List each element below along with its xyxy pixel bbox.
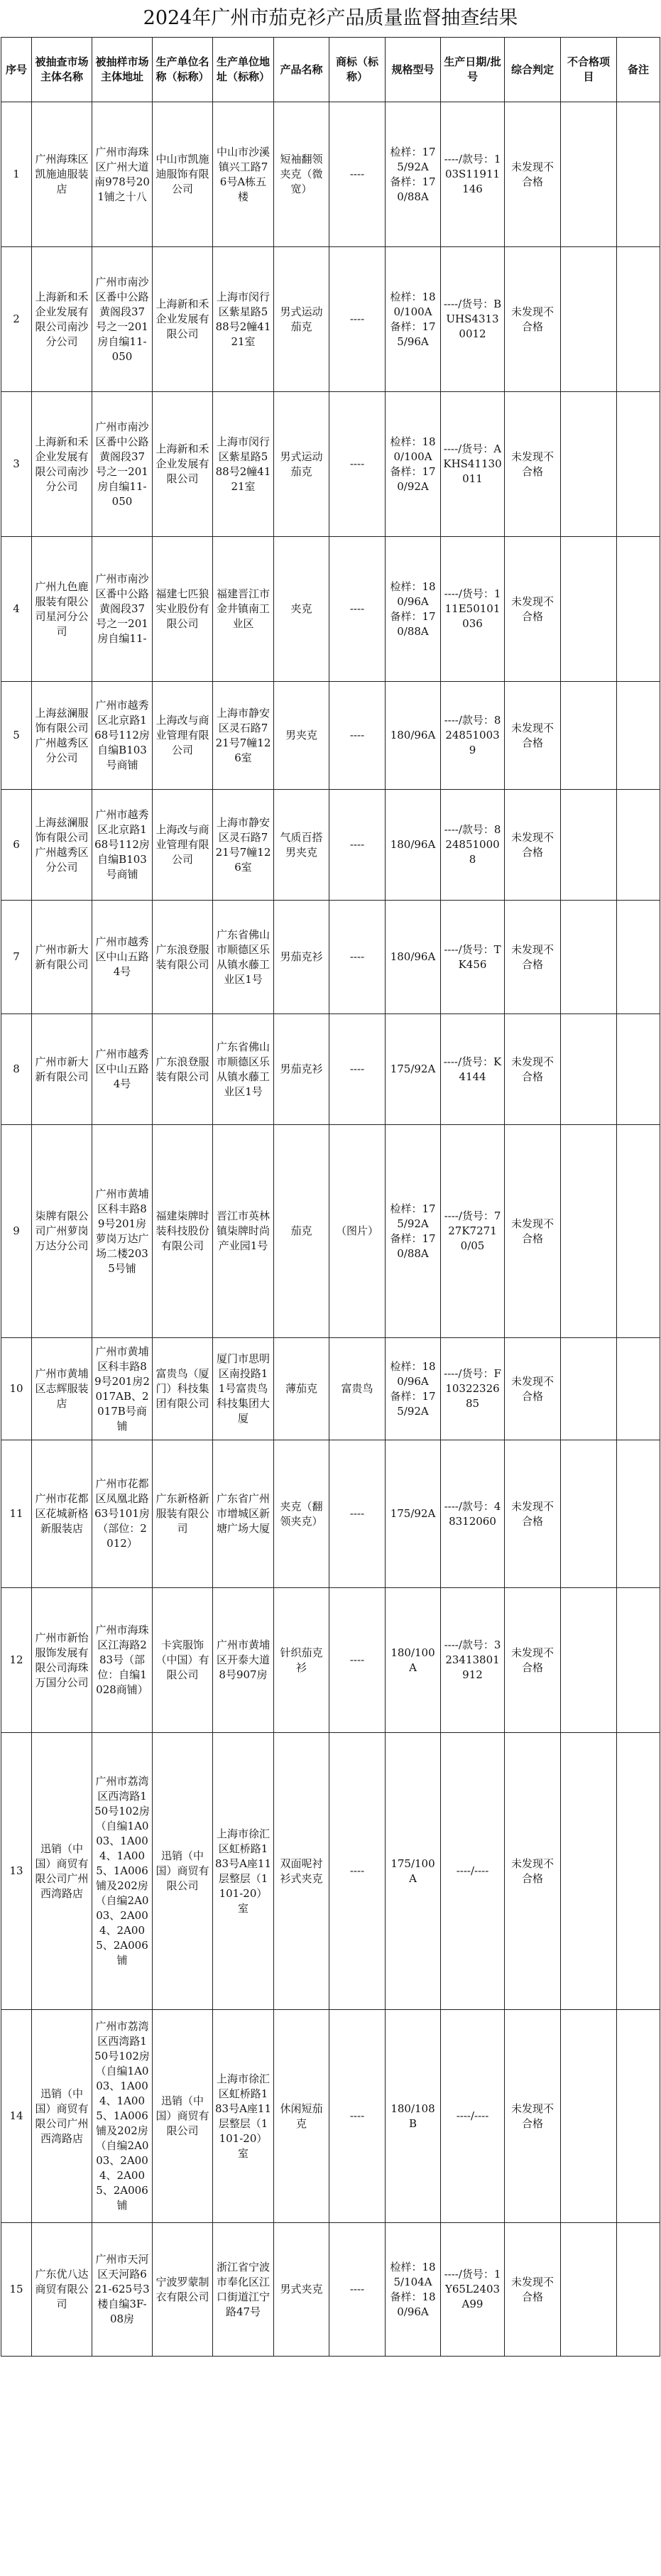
spec-cell: 180/96A	[386, 790, 441, 901]
spec-cell: 检样：180/100A 备样：170/92A	[386, 392, 441, 537]
product-name-cell: 针织茄克衫	[274, 1588, 329, 1733]
header-index: 序号	[1, 38, 32, 102]
manufacturer-address-cell: 上海市静安区灵石路721号7幢126室	[213, 790, 274, 901]
batch-cell: ----/货号：K4144	[441, 1014, 505, 1125]
inspected-entity-cell: 广州市花都区花城新格新服装店	[32, 1440, 92, 1588]
manufacturer-address-cell: 广州市黄埔区开泰大道8号907房	[213, 1588, 274, 1733]
table-row	[1, 682, 660, 790]
remarks-cell	[617, 682, 660, 790]
trademark-cell: ----	[329, 392, 386, 537]
manufacturer-cell: 中山市凯施迪服饰有限公司	[153, 102, 213, 247]
product-name-cell: 休闲短茄克	[274, 2010, 329, 2223]
manufacturer-address-cell: 上海市闵行区紫星路588号2幢4121室	[213, 392, 274, 537]
manufacturer-cell: 富贵鸟（厦门）科技集团有限公司	[153, 1338, 213, 1440]
table-row	[1, 537, 660, 682]
spec-cell: 检样：180/100A 备样：175/96A	[386, 247, 441, 392]
failed-items-cell	[561, 1440, 617, 1588]
verdict-cell: 未发现不合格	[505, 1440, 561, 1588]
batch-cell: ----/----	[441, 2010, 505, 2223]
manufacturer-address-cell: 上海市静安区灵石路721号7幢126室	[213, 682, 274, 790]
manufacturer-cell: 卡宾服饰（中国）有限公司	[153, 1588, 213, 1733]
inspected-entity-cell: 上海兹澜服饰有限公司广州越秀区分公司	[32, 682, 92, 790]
failed-items-cell	[561, 1733, 617, 2010]
failed-items-cell	[561, 682, 617, 790]
inspected-entity-cell: 迅销（中国）商贸有限公司广州西湾路店	[32, 2010, 92, 2223]
table-body	[1, 102, 660, 2357]
spec-cell: 180/96A	[386, 901, 441, 1014]
trademark-cell: ----	[329, 1733, 386, 2010]
trademark-cell: ----	[329, 1588, 386, 1733]
row-index-cell: 15	[1, 2223, 32, 2357]
failed-items-cell	[561, 1125, 617, 1338]
row-index-cell: 13	[1, 1733, 32, 2010]
remarks-cell	[617, 247, 660, 392]
row-index-cell: 8	[1, 1014, 32, 1125]
header-remarks: 备注	[617, 38, 660, 102]
entity-address-cell: 广州市越秀区中山五路4号	[92, 1014, 153, 1125]
manufacturer-address-cell: 广东省广州市增城区新塘广场大厦	[213, 1440, 274, 1588]
inspected-entity-cell: 广州市黄埔区志辉服装店	[32, 1338, 92, 1440]
table-row	[1, 1733, 660, 2010]
remarks-cell	[617, 790, 660, 901]
batch-cell: ----/款号：323413801912	[441, 1588, 505, 1733]
entity-address-cell: 广州市荔湾区西湾路150号102房（自编1A003、1A004、1A005、1A006铺及202房（自编2A003、2A004、2A005、2A006铺	[92, 1733, 153, 2010]
header-entity-address: 被抽样市场主体地址	[92, 38, 153, 102]
product-name-cell: 夹克	[274, 537, 329, 682]
entity-address-cell: 广州市花都区凤凰北路63号101房（部位：2012）	[92, 1440, 153, 1588]
verdict-cell: 未发现不合格	[505, 1588, 561, 1733]
row-index-cell: 2	[1, 247, 32, 392]
remarks-cell	[617, 537, 660, 682]
spec-cell: 检样：175/92A 备样：170/88A	[386, 102, 441, 247]
trademark-cell: ----	[329, 901, 386, 1014]
remarks-cell	[617, 1733, 660, 2010]
spec-cell: 检样：180/96A 备样：175/92A	[386, 1338, 441, 1440]
table-row	[1, 2010, 660, 2223]
inspected-entity-cell: 广东优八达商贸有限公司	[32, 2223, 92, 2357]
remarks-cell	[617, 1440, 660, 1588]
row-index-cell: 7	[1, 901, 32, 1014]
batch-cell: ----/款号：103S11911146	[441, 102, 505, 247]
batch-cell: ----/货号：727K72710/05	[441, 1125, 505, 1338]
verdict-cell: 未发现不合格	[505, 1733, 561, 2010]
trademark-cell: ----	[329, 2223, 386, 2357]
manufacturer-cell: 广东浪登服装有限公司	[153, 1014, 213, 1125]
verdict-cell: 未发现不合格	[505, 790, 561, 901]
inspected-entity-cell: 柒牌有限公司广州萝岗万达分公司	[32, 1125, 92, 1338]
spec-cell: 检样：185/104A 备样：180/96A	[386, 2223, 441, 2357]
trademark-cell: ----	[329, 1014, 386, 1125]
remarks-cell	[617, 1014, 660, 1125]
entity-address-cell: 广州市越秀区北京路168号112房自编B103号商铺	[92, 682, 153, 790]
trademark-cell: ----	[329, 1440, 386, 1588]
trademark-cell: ----	[329, 102, 386, 247]
table-row	[1, 790, 660, 901]
verdict-cell: 未发现不合格	[505, 2223, 561, 2357]
manufacturer-address-cell: 晋江市英林镇柒牌时尚产业园1号	[213, 1125, 274, 1338]
header-batch: 生产日期/批号	[441, 38, 505, 102]
spec-cell: 180/100A	[386, 1588, 441, 1733]
row-index-cell: 11	[1, 1440, 32, 1588]
table-row	[1, 1014, 660, 1125]
failed-items-cell	[561, 901, 617, 1014]
row-index-cell: 14	[1, 2010, 32, 2223]
inspected-entity-cell: 广州海珠区凯施迪服装店	[32, 102, 92, 247]
manufacturer-cell: 上海改与商业管理有限公司	[153, 790, 213, 901]
remarks-cell	[617, 392, 660, 537]
manufacturer-cell: 广东浪登服装有限公司	[153, 901, 213, 1014]
entity-address-cell: 广州市越秀区北京路168号112房自编B103号商铺	[92, 790, 153, 901]
entity-address-cell: 广州市南沙区番中公路黄阁段37号之一201房自编11-050	[92, 392, 153, 537]
batch-cell: ----/货号：BUHS43130012	[441, 247, 505, 392]
remarks-cell	[617, 2223, 660, 2357]
product-name-cell: 男茄克衫	[274, 901, 329, 1014]
table-row	[1, 1125, 660, 1338]
header-product-name: 产品名称	[274, 38, 329, 102]
verdict-cell: 未发现不合格	[505, 102, 561, 247]
header-manufacturer: 生产单位名称（标称）	[153, 38, 213, 102]
manufacturer-cell: 迅销（中国）商贸有限公司	[153, 1733, 213, 2010]
manufacturer-address-cell: 浙江省宁波市奉化区江口街道江宁路47号	[213, 2223, 274, 2357]
verdict-cell: 未发现不合格	[505, 901, 561, 1014]
inspected-entity-cell: 广州市新怡服饰发展有限公司海珠万国分公司	[32, 1588, 92, 1733]
remarks-cell	[617, 1588, 660, 1733]
entity-address-cell: 广州市海珠区广州大道南978号201铺之十八	[92, 102, 153, 247]
batch-cell: ----/款号：48312060	[441, 1440, 505, 1588]
remarks-cell	[617, 2010, 660, 2223]
row-index-cell: 1	[1, 102, 32, 247]
manufacturer-cell: 福建柒牌时装科技股份有限公司	[153, 1125, 213, 1338]
entity-address-cell: 广州市海珠区江海路283号（部位：自编1028商铺）	[92, 1588, 153, 1733]
header-manufacturer-address: 生产单位地址（标称）	[213, 38, 274, 102]
verdict-cell: 未发现不合格	[505, 247, 561, 392]
manufacturer-address-cell: 厦门市思明区南投路11号富贵鸟科技集团大厦	[213, 1338, 274, 1440]
entity-address-cell: 广州市荔湾区西湾路150号102房（自编1A003、1A004、1A005、1A006铺及202房（自编2A003、2A004、2A005、2A006铺	[92, 2010, 153, 2223]
remarks-cell	[617, 102, 660, 247]
spec-cell: 175/92A	[386, 1440, 441, 1588]
spec-cell: 检样：175/92A 备样：170/88A	[386, 1125, 441, 1338]
batch-cell: ----/货号：111E50101036	[441, 537, 505, 682]
table-row	[1, 392, 660, 537]
failed-items-cell	[561, 2010, 617, 2223]
row-index-cell: 5	[1, 682, 32, 790]
manufacturer-cell: 宁波罗蒙制衣有限公司	[153, 2223, 213, 2357]
product-name-cell: 双面呢衬衫式夹克	[274, 1733, 329, 2010]
product-name-cell: 气质百搭男夹克	[274, 790, 329, 901]
table-row	[1, 1338, 660, 1440]
product-name-cell: 夹克（翻领夹克）	[274, 1440, 329, 1588]
header-failed-items: 不合格项目	[561, 38, 617, 102]
batch-cell: ----/货号：1Y65L2403A99	[441, 2223, 505, 2357]
inspected-entity-cell: 上海新和禾企业发展有限公司南沙分公司	[32, 392, 92, 537]
product-name-cell: 男式运动茄克	[274, 392, 329, 537]
entity-address-cell: 广州市南沙区番中公路黄阁段37号之一201房自编11-	[92, 537, 153, 682]
product-name-cell: 短袖翻领夹克（微宽）	[274, 102, 329, 247]
entity-address-cell: 广州市越秀区中山五路4号	[92, 901, 153, 1014]
entity-address-cell: 广州市天河区天河路621-625号3楼自编3F-08房	[92, 2223, 153, 2357]
row-index-cell: 3	[1, 392, 32, 537]
table-header-row	[1, 38, 660, 102]
manufacturer-cell: 广东新格新服装有限公司	[153, 1440, 213, 1588]
verdict-cell: 未发现不合格	[505, 2010, 561, 2223]
table-row	[1, 102, 660, 247]
header-spec: 规格型号	[386, 38, 441, 102]
verdict-cell: 未发现不合格	[505, 537, 561, 682]
header-verdict: 综合判定	[505, 38, 561, 102]
inspected-entity-cell: 上海兹澜服饰有限公司广州越秀区分公司	[32, 790, 92, 901]
failed-items-cell	[561, 1588, 617, 1733]
row-index-cell: 12	[1, 1588, 32, 1733]
verdict-cell: 未发现不合格	[505, 1125, 561, 1338]
manufacturer-address-cell: 上海市闵行区紫星路588号2幢4121室	[213, 247, 274, 392]
product-name-cell: 男茄克衫	[274, 1014, 329, 1125]
spec-cell: 180/96A	[386, 682, 441, 790]
manufacturer-address-cell: 中山市沙溪镇兴工路76号A栋五楼	[213, 102, 274, 247]
manufacturer-address-cell: 上海市徐汇区虹桥路183号A座11层整层（1101-20）室	[213, 1733, 274, 2010]
batch-cell: ----/货号：TK456	[441, 901, 505, 1014]
product-name-cell: 男式运动茄克	[274, 247, 329, 392]
entity-address-cell: 广州市黄埔区科丰路89号201房2017AB、2017B号商铺	[92, 1338, 153, 1440]
verdict-cell: 未发现不合格	[505, 1338, 561, 1440]
manufacturer-cell: 上海改与商业管理有限公司	[153, 682, 213, 790]
batch-cell: ----/----	[441, 1733, 505, 2010]
document-title: 2024年广州市茄克衫产品质量监督抽查结果	[143, 7, 518, 29]
table-row	[1, 1588, 660, 1733]
batch-cell: ----/款号：8248510008	[441, 790, 505, 901]
inspected-entity-cell: 广州九色鹿服装有限公司星河分公司	[32, 537, 92, 682]
remarks-cell	[617, 1338, 660, 1440]
table-row	[1, 901, 660, 1014]
trademark-cell: ----	[329, 682, 386, 790]
trademark-cell: ----	[329, 2010, 386, 2223]
spec-cell: 175/100A	[386, 1733, 441, 2010]
product-name-cell: 薄茄克	[274, 1338, 329, 1440]
failed-items-cell	[561, 102, 617, 247]
product-name-cell: 男式夹克	[274, 2223, 329, 2357]
manufacturer-address-cell: 广东省佛山市顺德区乐从镇水藤工业区1号	[213, 1014, 274, 1125]
entity-address-cell: 广州市南沙区番中公路黄阁段37号之一201房自编11-050	[92, 247, 153, 392]
manufacturer-cell: 迅销（中国）商贸有限公司	[153, 2010, 213, 2223]
remarks-cell	[617, 1125, 660, 1338]
batch-cell: ----/款号：8248510039	[441, 682, 505, 790]
header-trademark: 商标（标称）	[329, 38, 386, 102]
entity-address-cell: 广州市黄埔区科丰路89号201房萝岗万达广场二楼2035号铺	[92, 1125, 153, 1338]
trademark-cell: ----	[329, 790, 386, 901]
verdict-cell: 未发现不合格	[505, 392, 561, 537]
product-name-cell: 茄克	[274, 1125, 329, 1338]
product-name-cell: 男夹克	[274, 682, 329, 790]
failed-items-cell	[561, 2223, 617, 2357]
failed-items-cell	[561, 247, 617, 392]
remarks-cell	[617, 901, 660, 1014]
row-index-cell: 4	[1, 537, 32, 682]
inspected-entity-cell: 迅销（中国）商贸有限公司广州西湾路店	[32, 1733, 92, 2010]
manufacturer-cell: 上海新和禾企业发展有限公司	[153, 392, 213, 537]
table-row	[1, 1440, 660, 1588]
row-index-cell: 6	[1, 790, 32, 901]
inspected-entity-cell: 广州市新大新有限公司	[32, 1014, 92, 1125]
spec-cell: 检样：180/96A 备样：170/88A	[386, 537, 441, 682]
batch-cell: ----/货号：F1032232685	[441, 1338, 505, 1440]
verdict-cell: 未发现不合格	[505, 682, 561, 790]
trademark-cell: 富贵鸟	[329, 1338, 386, 1440]
failed-items-cell	[561, 392, 617, 537]
inspection-results-table	[1, 37, 660, 2357]
manufacturer-address-cell: 福建晋江市金井镇南工业区	[213, 537, 274, 682]
table-row	[1, 2223, 660, 2357]
failed-items-cell	[561, 537, 617, 682]
verdict-cell: 未发现不合格	[505, 1014, 561, 1125]
spec-cell: 175/92A	[386, 1014, 441, 1125]
manufacturer-cell: 上海新和禾企业发展有限公司	[153, 247, 213, 392]
failed-items-cell	[561, 1014, 617, 1125]
failed-items-cell	[561, 790, 617, 901]
spec-cell: 180/108B	[386, 2010, 441, 2223]
inspected-entity-cell: 上海新和禾企业发展有限公司南沙分公司	[32, 247, 92, 392]
manufacturer-cell: 福建七匹狼实业股份有限公司	[153, 537, 213, 682]
trademark-cell: ----	[329, 247, 386, 392]
trademark-cell: ----	[329, 537, 386, 682]
row-index-cell: 10	[1, 1338, 32, 1440]
manufacturer-address-cell: 上海市徐汇区虹桥路183号A座11层整层（1101-20）室	[213, 2010, 274, 2223]
header-inspected-entity: 被抽查市场主体名称	[32, 38, 92, 102]
row-index-cell: 9	[1, 1125, 32, 1338]
inspected-entity-cell: 广州市新大新有限公司	[32, 901, 92, 1014]
table-row	[1, 247, 660, 392]
trademark-cell: （图片）	[329, 1125, 386, 1338]
manufacturer-address-cell: 广东省佛山市顺德区乐从镇水藤工业区1号	[213, 901, 274, 1014]
batch-cell: ----/货号：AKHS41130011	[441, 392, 505, 537]
failed-items-cell	[561, 1338, 617, 1440]
